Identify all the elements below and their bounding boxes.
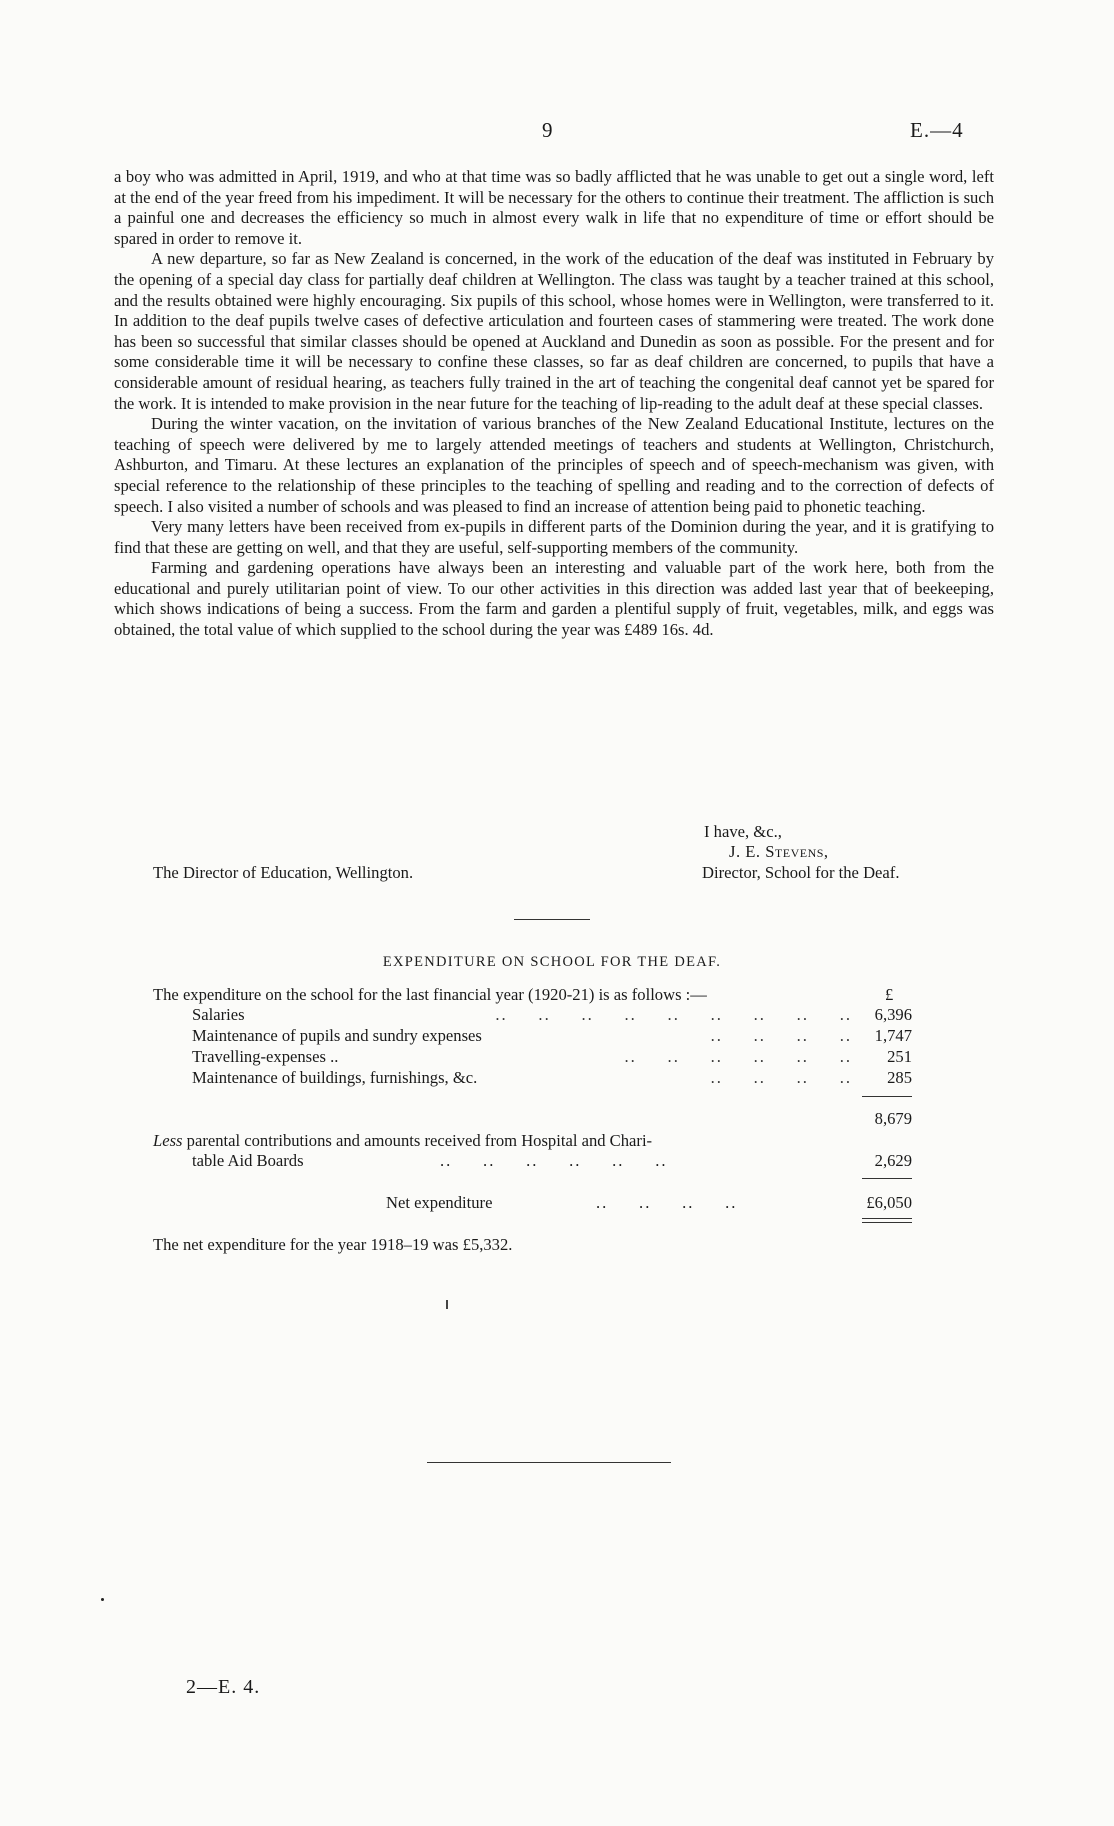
deduction-amount: 2,629 [874, 1151, 912, 1170]
expenditure-row [192, 1005, 912, 1027]
paragraph: Farming and gardening operations have always been an interesting and valuable part of the work here, both from the educational and purely utilitarian point of view. To our other activities in this direction was added last year that of beekeeping, which shows indications of being a success. From the farm and garden a plentiful supply of fruit, vegetables, milk, and eggs was obtained, the total value of which supplied to the school during the year was £489 16s. 4d. [114, 558, 994, 640]
less-italic: Less [153, 1131, 183, 1150]
footer-reference: 2—E. 4. [186, 1676, 261, 1698]
expenditure-row [192, 1047, 912, 1069]
leader-dots: .. .. .. .. [596, 1193, 738, 1212]
double-rule [862, 1218, 912, 1223]
subtotal-rule [862, 1096, 912, 1097]
section-divider [514, 919, 590, 920]
net-rule [862, 1178, 912, 1179]
leader-dots: .. .. .. .. [710, 1068, 852, 1087]
signature-title: Director, School for the Deaf. [702, 863, 900, 882]
expenditure-title: EXPENDITURE ON SCHOOL FOR THE DEAF. [382, 954, 722, 970]
net-expenditure-label: Net expenditure [386, 1193, 493, 1212]
leader-dots: .. .. .. .. .. .. [624, 1047, 852, 1066]
leader-dots: .. .. .. .. .. .. .. .. .. [495, 1005, 852, 1024]
deduction-text: parental contributions and amounts received from Hospital and Chari- [182, 1131, 653, 1150]
leader-dots: .. .. .. .. [710, 1026, 852, 1045]
stray-dot [101, 1598, 104, 1601]
previous-year-note: The net expenditure for the year 1918–19 was £5,332. [153, 1235, 513, 1254]
expenditure-intro: The expenditure on the school for the last financial year (1920-21) is as follows :— [153, 985, 707, 1004]
deduction-line [153, 1131, 652, 1151]
expenditure-amount: 1,747 [874, 1026, 912, 1045]
paragraph: a boy who was admitted in April, 1919, and who at that time was so badly afflicted that he was unable to get out a single word, left at the end of the year freed from his impediment. It will be necessary for the others to continue their treatment. The affliction is such a painful one and decreases the efficiency so much in almost every walk in life that no expenditure of time or effort should be spared in order to remove it. [114, 167, 994, 248]
leader-dots: .. .. .. .. .. .. [440, 1151, 668, 1170]
expenditure-label: Travelling-expenses .. [192, 1047, 339, 1066]
page-number: 9 [542, 118, 553, 142]
paragraph: A new departure, so far as New Zealand is concerned, in the work of the education of the deaf was instituted in February by the opening of a special day class for partially deaf children at Wellington. The class was taught by a teacher trained at this school, and the results obtained were highly encouraging. Six pupils of this school, whose homes were in Wellington, were transferred to it. In addition to the deaf pupils twelve cases of defective articulation and fourteen cases of stammering were treated. The work done has been so successful that similar classes should be opened at Auckland and Dunedin as soon as possible. For the present and for some considerable time it will be necessary to confine these classes, so far as deaf children are concerned, to pupils that have a considerable amount of residual hearing, as teachers fully trained in the art of teaching the congenital deaf cannot yet be spared for the work. It is intended to make provision in the near future for the teaching of lip-reading to the adult deaf at these special classes. [114, 249, 994, 413]
expenditure-amount: 251 [887, 1047, 912, 1066]
report-body [114, 167, 994, 641]
net-expenditure-amount: £6,050 [866, 1193, 912, 1212]
expenditure-amount: 6,396 [874, 1005, 912, 1024]
currency-heading: £ [885, 985, 894, 1004]
expenditure-amount: 285 [887, 1068, 912, 1087]
expenditure-row [192, 1026, 912, 1048]
expenditure-row [192, 1068, 912, 1090]
expenditure-label: Maintenance of pupils and sundry expenses [192, 1026, 482, 1045]
addressee: The Director of Education, Wellington. [153, 863, 414, 882]
subtotal-amount: 8,679 [874, 1109, 912, 1128]
deduction-line-2: table Aid Boards [192, 1151, 304, 1170]
signature-closing: I have, &c., [704, 822, 782, 841]
expenditure-label: Maintenance of buildings, furnishings, &c. [192, 1068, 478, 1087]
paragraph: During the winter vacation, on the invitation of various branches of the New Zealand Educational Institute, lectures on the teaching of speech were delivered by me to largely attended meetings of teachers and students at Wellington, Christchurch, Ashburton, and Timaru. At these lectures an explanation of the principles of speech and of speech-mechanism was given, with special reference to the relationship of these principles to the teaching of spelling and reading and to the correction of defects of speech. I also visited a number of schools and was pleased to find an increase of attention being paid to phonetic teaching. [114, 414, 994, 516]
expenditure-label: Salaries [192, 1005, 245, 1024]
signature-name: J. E. Stevens, [729, 842, 829, 861]
end-divider [427, 1462, 671, 1463]
stray-mark [446, 1300, 448, 1309]
document-reference: E.—4 [910, 118, 964, 142]
paragraph: Very many letters have been received from ex-pupils in different parts of the Dominion during the year, and it is gratifying to find that these are getting on well, and that they are useful, self-supporting members of the community. [114, 517, 994, 557]
